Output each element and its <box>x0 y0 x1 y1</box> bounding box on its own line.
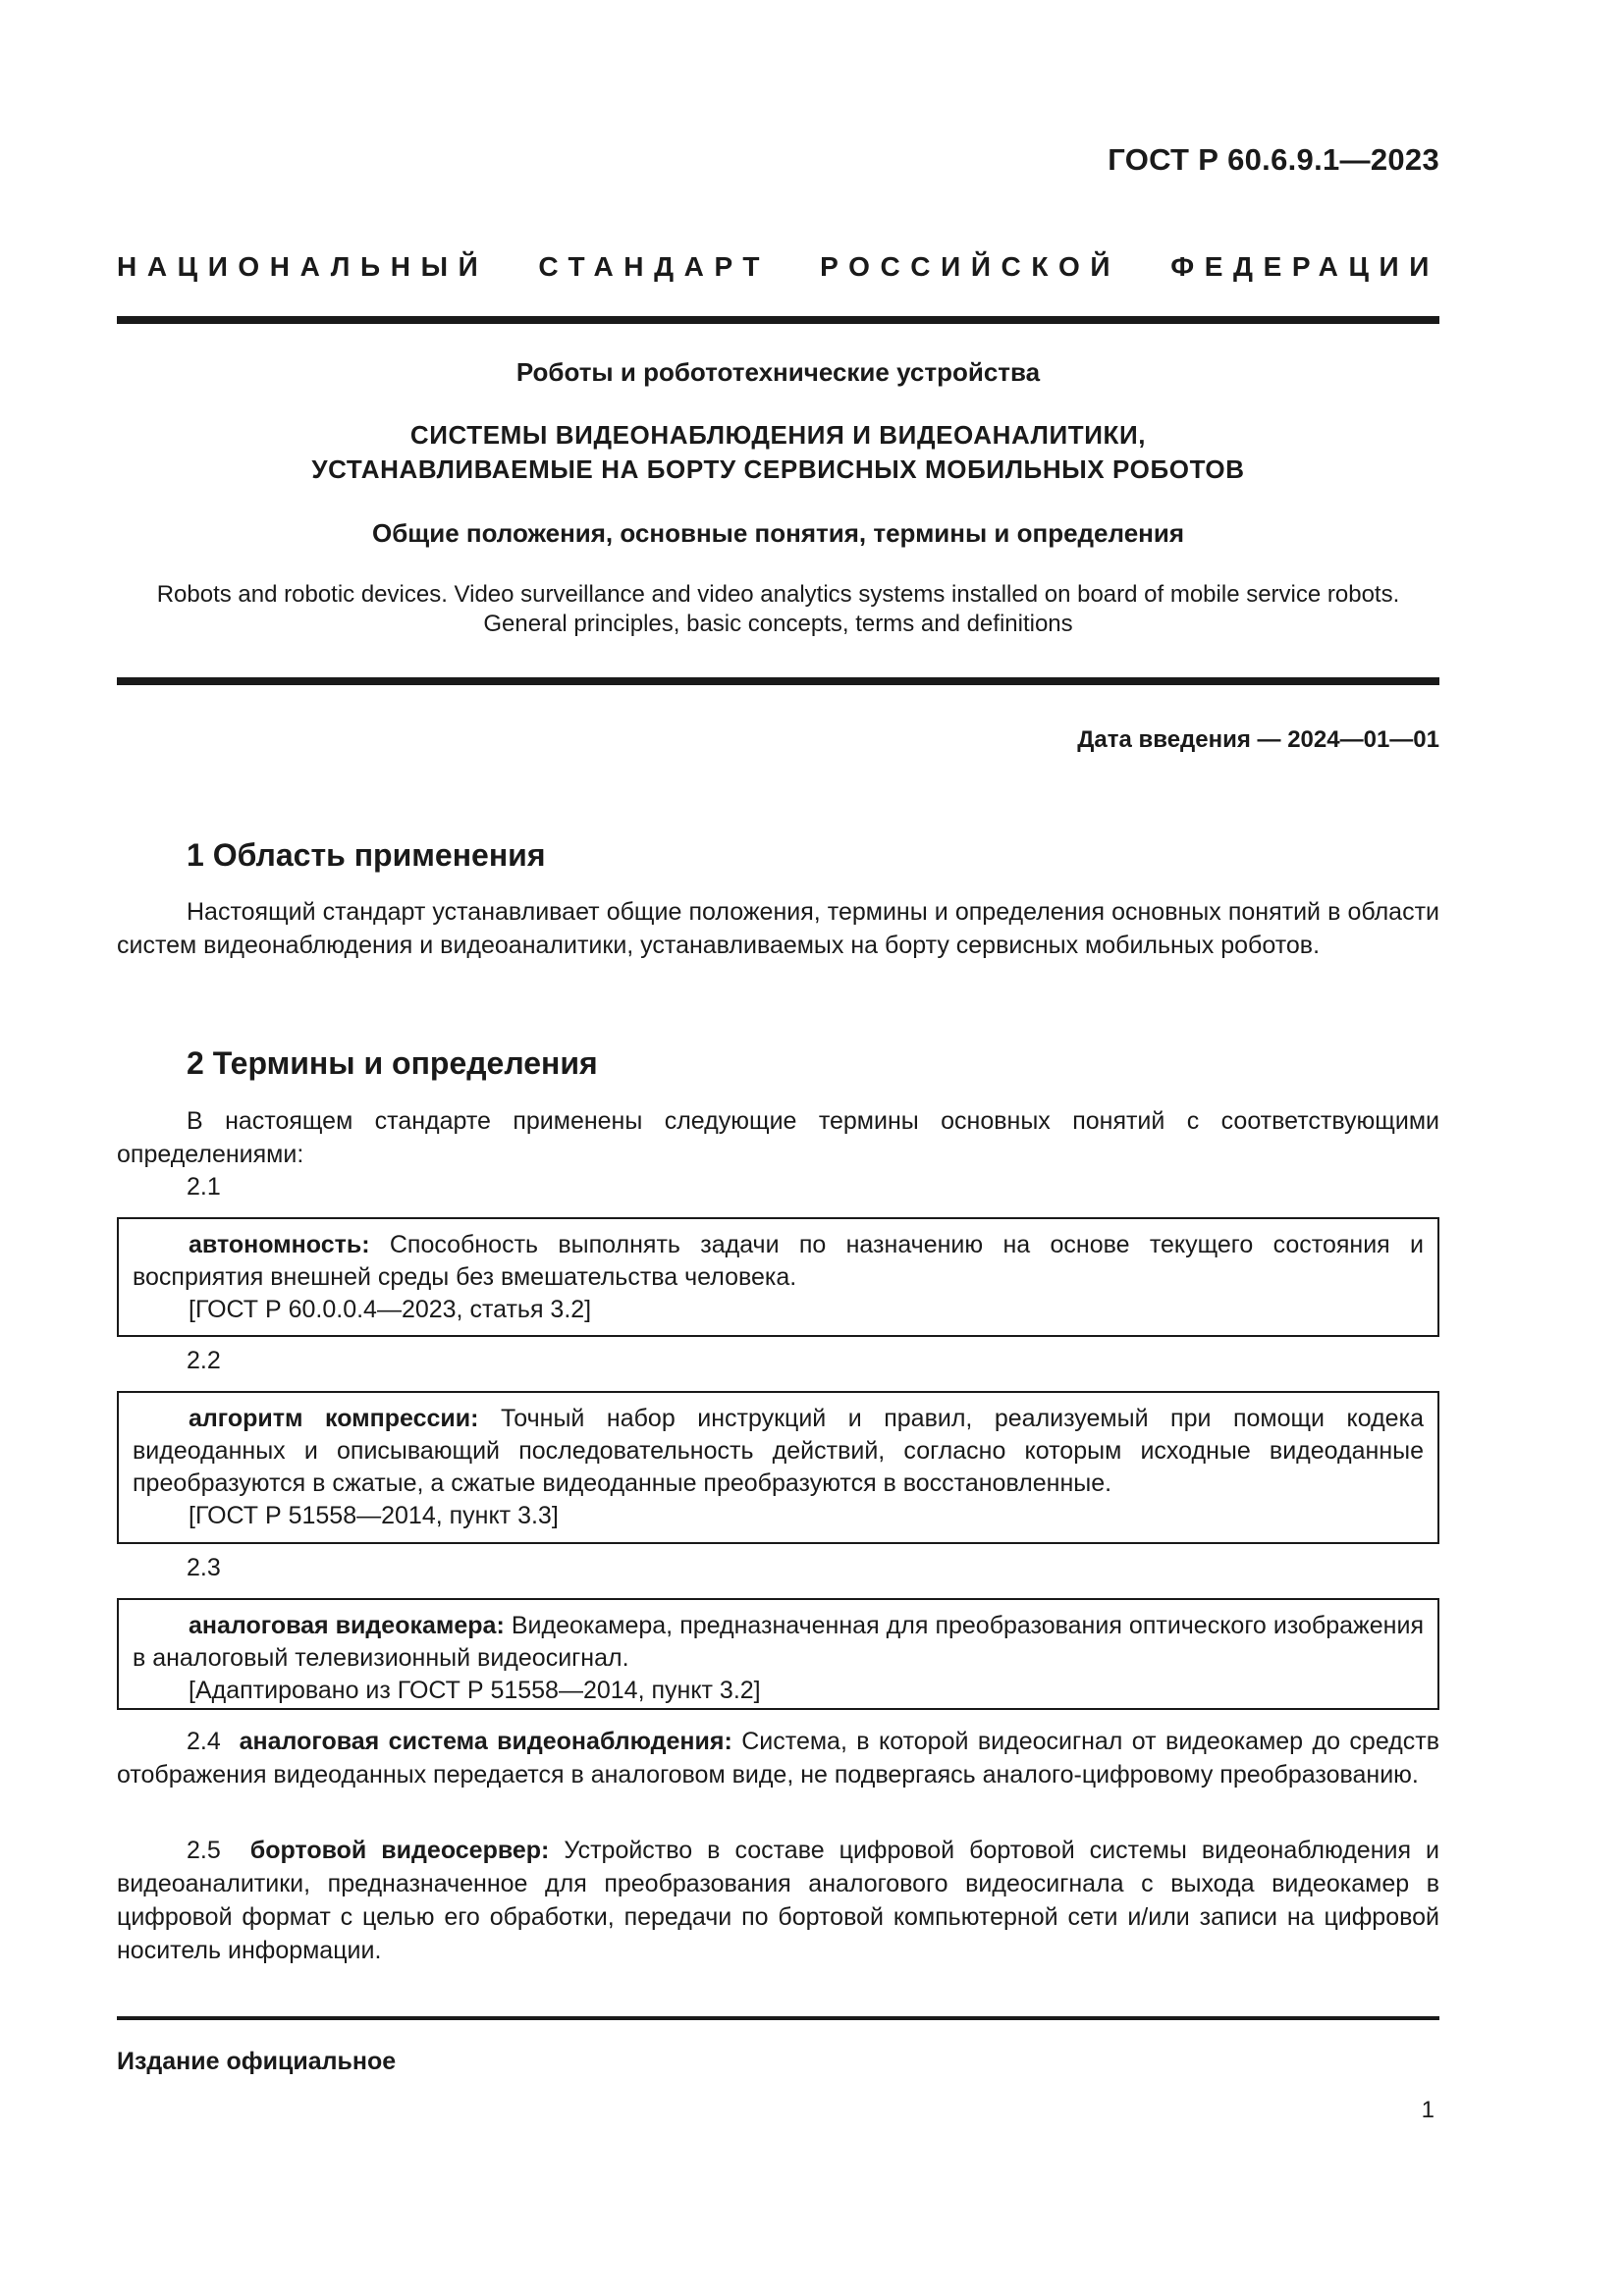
term-name: автономность: <box>189 1231 370 1258</box>
term-paragraph <box>117 1725 1439 1791</box>
term-box <box>117 1217 1439 1337</box>
national-standard-heading: НАЦИОНАЛЬНЫЙ СТАНДАРТ РОССИЙСКОЙ ФЕДЕРАЦИИ <box>117 251 1439 282</box>
term-paragraph <box>117 1834 1439 1967</box>
term-number: 2.3 <box>187 1554 221 1581</box>
term-source: [Адаптировано из ГОСТ Р 51558—2014, пункт 3.2] <box>189 1677 761 1704</box>
term-number: 2.5 <box>187 1837 221 1864</box>
term-source: [ГОСТ Р 60.0.0.4—2023, статья 3.2] <box>189 1296 592 1323</box>
term-source: [ГОСТ Р 51558—2014, пункт 3.3] <box>189 1502 559 1529</box>
term-number: 2.4 <box>187 1728 221 1755</box>
document-category: Роботы и робототехнические устройства <box>515 357 1041 387</box>
document-subtitle: Общие положения, основные понятия, термины и определения <box>371 518 1185 548</box>
doc-number: ГОСТ Р 60.6.9.1—2023 <box>1108 142 1439 177</box>
term-definition <box>133 1610 1424 1675</box>
term-number: 2.2 <box>187 1347 221 1374</box>
document-page <box>117 0 1439 2296</box>
term-definition <box>133 1229 1424 1294</box>
term-box <box>117 1598 1439 1710</box>
english-title-line-1: Robots and robotic devices. Video surveillance and video analytics systems installed on board of mobile service robots. <box>156 581 1400 608</box>
term-definition <box>133 1403 1424 1500</box>
term-number: 2.1 <box>187 1173 221 1201</box>
term-box <box>117 1391 1439 1544</box>
term-text: Устройство в составе цифровой бортовой системы видеонаблюдения и видеоаналитики, предназначенное для преобразования аналогового видеосигнала с выхода видеокамер в цифровой формат с целью его обработки, передачи по бортовой компьютерной сети и/или записи на цифровой носитель информации. <box>117 1837 1439 1964</box>
section-1-text: Настоящий стандарт устанавливает общие положения, термины и определения основных понятий в области систем видеонаблюдения и видеоаналитики, устанавливаемых на борту сервисных мобильных роботов. <box>117 898 1439 959</box>
term-name: аналоговая система видеонаблюдения: <box>239 1728 732 1755</box>
title-divider <box>117 677 1439 685</box>
term-text: Способность выполнять задачи по назначению на основе текущего состояния и восприятия внешней среды без вмешательства человека. <box>133 1231 1424 1291</box>
term-text: Точный набор инструкций и правил, реализуемый при помощи кодека видеоданных и описывающий последовательность действий, согласно которым исходные видеоданные преобразуются в сжатые, а сжатые видеоданные преобразуются в восстановленные. <box>133 1405 1424 1497</box>
section-2-heading: 2 Термины и определения <box>187 1045 598 1081</box>
term-name: алгоритм компрессии: <box>189 1405 479 1432</box>
official-edition-label: Издание официальное <box>117 2048 397 2075</box>
page-number: 1 <box>1421 2097 1435 2123</box>
section-1-heading: 1 Область применения <box>187 837 546 873</box>
term-name: аналоговая видеокамера: <box>189 1612 505 1639</box>
document-title-line-2: УСТАНАВЛИВАЕМЫЕ НА БОРТУ СЕРВИСНЫХ МОБИЛЬНЫХ РОБОТОВ <box>311 454 1245 484</box>
term-text: Видеокамера, предназначенная для преобразования оптического изображения в аналоговый телевизионный видеосигнал. <box>133 1612 1424 1672</box>
term-text: Система, в которой видеосигнал от видеокамер до средств отображения видеоданных передается в аналоговом виде, не подвергаясь аналого-цифровому преобразованию. <box>117 1728 1439 1789</box>
term-name: бортовой видеосервер: <box>249 1837 550 1864</box>
top-divider <box>117 316 1439 324</box>
document-title-line-1: СИСТЕМЫ ВИДЕОНАБЛЮДЕНИЯ И ВИДЕОАНАЛИТИКИ, <box>409 420 1147 450</box>
introduction-date: Дата введения — 2024—01—01 <box>1077 726 1439 753</box>
footer-divider <box>117 2016 1439 2020</box>
english-title-line-2: General principles, basic concepts, terms and definitions <box>483 611 1073 637</box>
section-2-intro: В настоящем стандарте применены следующие термины основных понятий с соответствующими определениями: <box>117 1107 1439 1168</box>
